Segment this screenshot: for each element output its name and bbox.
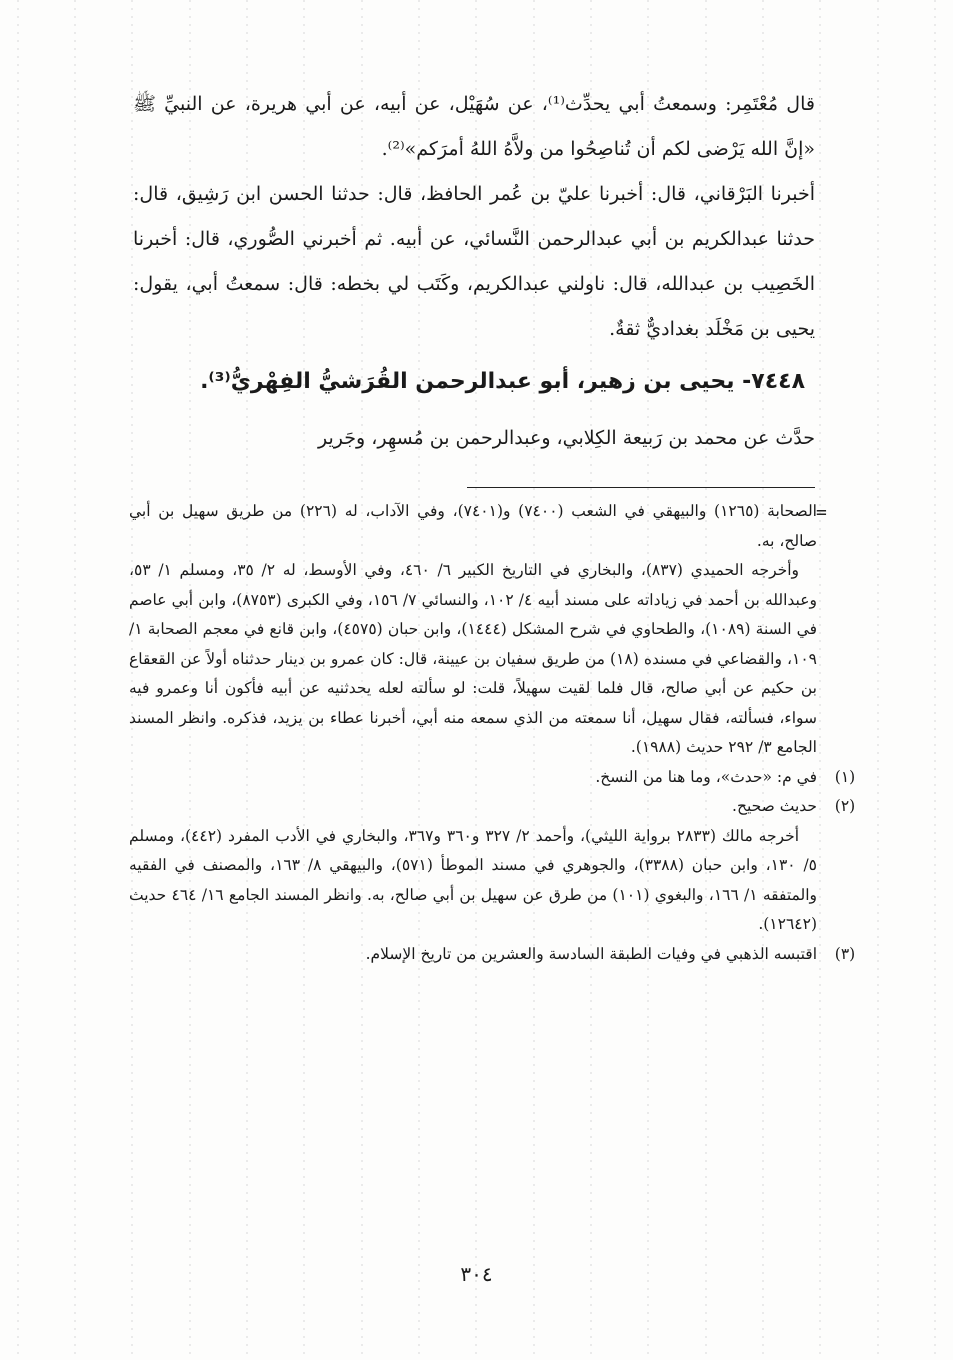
footnote-2-text: حديث صحيح.: [732, 797, 817, 815]
entry-title: ٧٤٤٨- يحيى بن زهير، أبو عبدالرحمن القُرَشيُّ الفِهْريُّ⁽³⁾.: [200, 369, 805, 394]
main-paragraph-2: أخبرنا البَرْقاني، قال: أخبرنا عليّ بن عُمر الحافظ، قال: حدثنا الحسن ابن رَشِيق، قال: حدثنا عبدالكريم بن أبي عبدالرحمن النَّسائي، عن أبيه. ثم أخبرني الصُّوري، قال: أخبرنا الخَصِيب بن عبدالله، قال: ناولني عبدالكريم، وكَتَب لي بخطه: قال: سمعتُ أبي، يقول: يحيى بن مَخْلَد بغداديٌّ ثقةٌ.: [133, 183, 815, 340]
footnote-1-number: (١): [834, 767, 856, 786]
footnotes: [129, 497, 856, 969]
page-number: ٣٠٤: [460, 1262, 493, 1286]
footnote-1: [129, 763, 856, 793]
continuation-marker: =: [816, 502, 827, 523]
footnote-3-text: اقتبسه الذهبي في وفيات الطبقة السادسة والعشرين من تاريخ الإسلام.: [365, 944, 817, 963]
main-text: [133, 82, 815, 461]
footnote-divider: [467, 487, 815, 488]
footnote-2-details: أخرجه مالك (٢٨٣٣ برواية الليثي)، وأحمد ٢/ ٣٢٧ و٣٦٠ و٣٦٧، والبخاري في الأدب المفرد (٤٤٢)، ومسلم ٥/ ١٣٠، وابن حبان (٣٣٨٨)، والجوهري في مسند الموطأ (٥٧١)، والبيهقي ٨/ ١٦٣، والمصنف في الفقيه والمتفقه ١/ ١٦٦، والبغوي (١٠١) من طرق عن سهيل بن أبي صالح، به. وانظر المسند الجامع ١٦/ ٤٦٤ حديث (١٢٦٤٢).: [129, 826, 818, 933]
footnote-3: [129, 940, 856, 970]
footnote-3-number: (٣): [834, 944, 856, 963]
footnote-2: [129, 792, 856, 822]
footnote-continuation-1: الصحابة (١٢٦٥) والبيهقي في الشعب (٧٤٠٠) و(٧٤٠١)، وفي الآداب، له (٢٢٦) من طريق سهيل بن أبي صالح، به.: [129, 502, 817, 550]
footnote-1-text: في م: «حدث»، وما هنا من النسخ.: [595, 767, 817, 786]
main-paragraph-3: حدَّث عن محمد بن رَبيعة الكِلابي، وعبدالرحمن بن مُسهِر، وجَرير: [317, 427, 815, 449]
footnote-2-number: (٢): [834, 797, 856, 815]
footnote-continuation-2: وأخرجه الحميدي (٨٣٧)، والبخاري في التاريخ الكبير ٦/ ٤٦٠، وفي الأوسط، له ٢/ ٣٥، ومسلم ١/ ٥٣، وعبدالله بن أحمد في زياداته على مسند أبيه ٤/ ١٠٢، والنسائي ٧/ ١٥٦، وفي الكبرى (٨٧٥٣)، وابن أبي عاصم في السنة (١٠٨٩)، والطحاوي في شرح المشكل (١٤٤٤)، وابن حبان (٤٥٧٥)، وابن قانع في معجم الصحابة ١/ ١٠٩، والقضاعي في مسنده (١٨) من طريق سفيان بن عيينة، قال: كان عمرو بن دينار حدثناه أولاً عن القعقاع بن حكيم عن أبي صالح، قال فلما لقيت سهيلاً، قلت: لو سألته لعله يحدثنيه عن أبيه فأكون أنا وعمرو فيه سواء، فسألته، فقال سهيل، أنا سمعته من الذي سمعه منه أبي، أخبرنا عطاء بن يزيد، فذكره. وانظر المسند الجامع ٣/ ٢٩٢ حديث (١٩٨٨).: [129, 561, 817, 756]
main-paragraph-1: قال مُعْتَمِر: وسمعتُ أبي يحدِّث⁽¹⁾، عن سُهَيْل، عن أبيه، عن أبي هريرة، عن النبيِّ ﷺ «إنَّ الله يَرْضى لكم أن تُناصِحُوا من ولاَّهُ اللهُ أمرَكم»⁽²⁾.: [133, 93, 815, 160]
